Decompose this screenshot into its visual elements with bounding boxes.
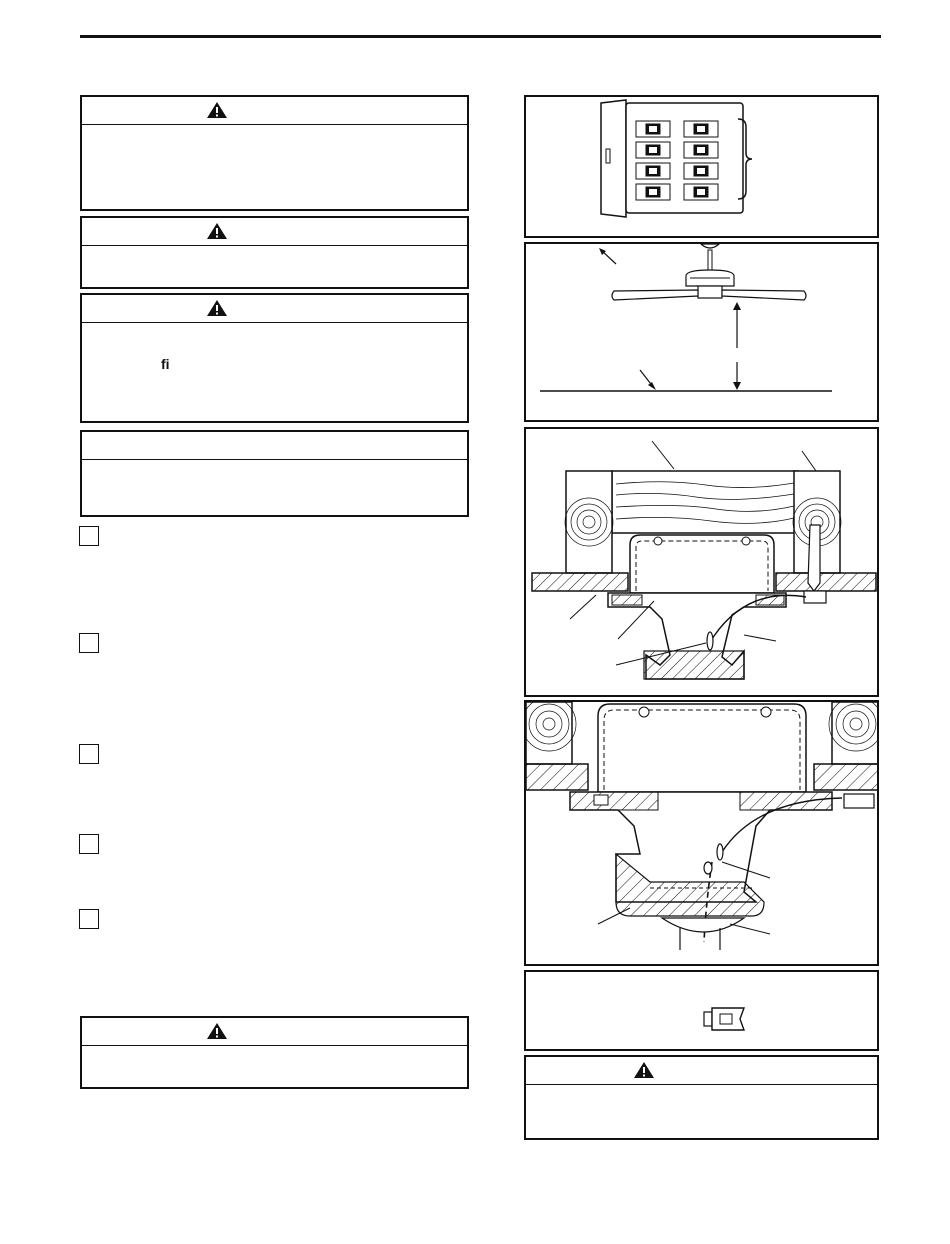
note-box-header bbox=[82, 432, 467, 460]
figure-fan-height bbox=[524, 242, 879, 422]
figure-breaker-panel bbox=[524, 95, 879, 238]
step-checkbox-1[interactable] bbox=[79, 526, 99, 546]
warning-box-bottom-right bbox=[524, 1055, 879, 1140]
outlet-box-illustration bbox=[526, 429, 879, 697]
warning-box-3-header bbox=[82, 295, 467, 323]
step-checkbox-3[interactable] bbox=[79, 744, 99, 764]
connector-illustration bbox=[526, 972, 879, 1051]
fi-ligature-text: fi bbox=[161, 356, 170, 372]
fan-clearance-illustration bbox=[526, 244, 879, 422]
figure-bracket-detail bbox=[524, 700, 879, 966]
figure-connector-detail bbox=[524, 970, 879, 1051]
warning-box-2-header bbox=[82, 218, 467, 246]
warning-box-1-header bbox=[82, 97, 467, 125]
warning-box-1 bbox=[80, 95, 469, 211]
warning-triangle-icon bbox=[206, 101, 228, 119]
warning-triangle-icon bbox=[206, 222, 228, 240]
step-checkbox-2[interactable] bbox=[79, 633, 99, 653]
header-rule bbox=[80, 35, 881, 38]
bracket-detail-illustration bbox=[526, 702, 879, 966]
warning-triangle-icon bbox=[206, 1022, 228, 1040]
warning-triangle-icon bbox=[206, 299, 228, 317]
breaker-panel-illustration bbox=[526, 97, 879, 238]
warning-box-3 bbox=[80, 293, 469, 423]
warning-box-bottom-left bbox=[80, 1016, 469, 1089]
warning-triangle-icon bbox=[633, 1061, 655, 1079]
figure-outlet-box-mounting bbox=[524, 427, 879, 697]
warning-box-bottom-right-header bbox=[526, 1057, 877, 1085]
warning-box-2 bbox=[80, 216, 469, 289]
warning-box-bottom-left-header bbox=[82, 1018, 467, 1046]
step-checkbox-5[interactable] bbox=[79, 909, 99, 929]
step-checkbox-4[interactable] bbox=[79, 834, 99, 854]
note-box bbox=[80, 430, 469, 517]
